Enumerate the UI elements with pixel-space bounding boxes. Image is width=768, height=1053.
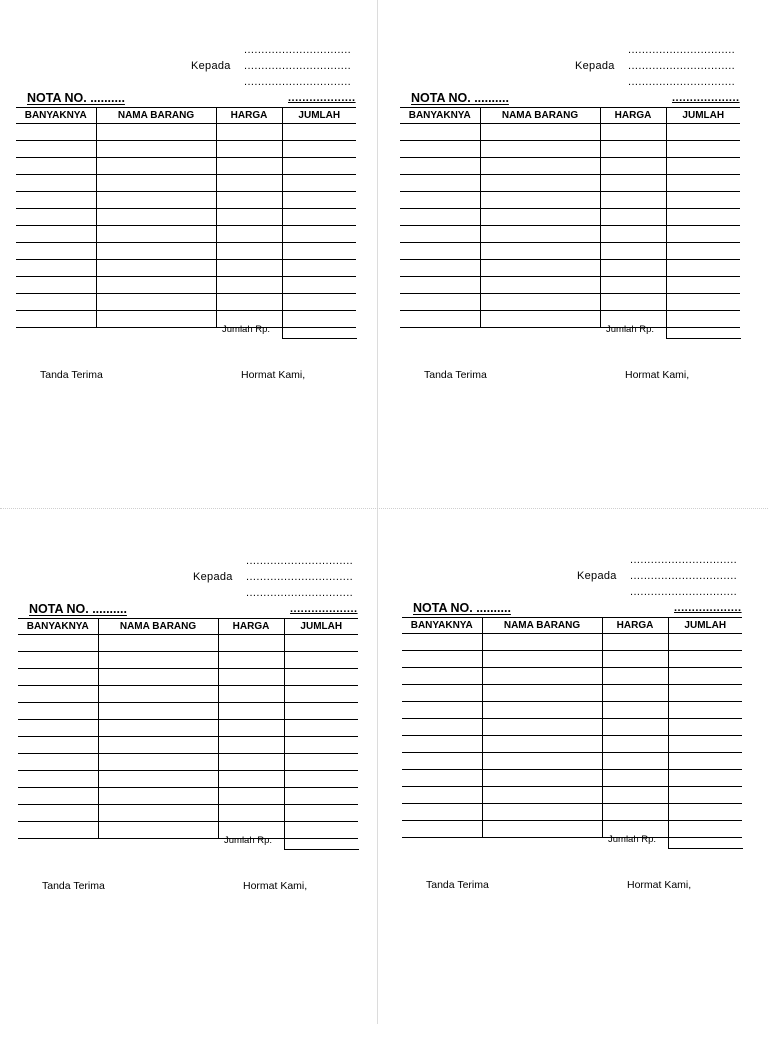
recipient-label: Kepada (191, 60, 231, 72)
header-nama-barang: NAMA BARANG (98, 619, 218, 635)
recipient-line-3[interactable]: ............................... (628, 76, 736, 88)
nama-barang-cell[interactable] (98, 669, 218, 686)
jumlah-cell[interactable] (282, 226, 356, 243)
harga-cell[interactable] (600, 243, 666, 260)
banyaknya-cell[interactable] (400, 158, 480, 175)
nama-barang-cell[interactable] (482, 804, 602, 821)
total-field[interactable] (282, 322, 357, 339)
receiver-signature-label: Tanda Terima (42, 880, 105, 892)
banyaknya-cell[interactable] (18, 788, 98, 805)
nama-barang-cell[interactable] (96, 209, 216, 226)
total-label: Jumlah Rp. (222, 324, 271, 335)
harga-cell[interactable] (216, 294, 282, 311)
banyaknya-cell[interactable] (402, 702, 482, 719)
receiver-signature-label: Tanda Terima (424, 369, 487, 381)
banyaknya-cell[interactable] (400, 192, 480, 209)
table-row (400, 124, 740, 141)
header-jumlah: JUMLAH (668, 618, 742, 634)
table-row (400, 175, 740, 192)
banyaknya-cell[interactable] (400, 243, 480, 260)
nama-barang-cell[interactable] (482, 651, 602, 668)
harga-cell[interactable] (600, 192, 666, 209)
banyaknya-cell[interactable] (402, 753, 482, 770)
harga-cell[interactable] (218, 720, 284, 737)
banyaknya-cell[interactable] (18, 635, 98, 652)
nama-barang-cell[interactable] (482, 821, 602, 838)
nama-barang-cell[interactable] (96, 277, 216, 294)
table-row (400, 141, 740, 158)
harga-cell[interactable] (602, 770, 668, 787)
harga-cell[interactable] (218, 754, 284, 771)
page-vertical-divider (377, 0, 378, 1024)
sender-signature-label: Hormat Kami, (243, 880, 308, 892)
banyaknya-cell[interactable] (18, 754, 98, 771)
total-label: Jumlah Rp. (606, 324, 655, 335)
nama-barang-cell[interactable] (480, 158, 600, 175)
total-field[interactable] (668, 832, 743, 849)
nama-barang-cell[interactable] (96, 124, 216, 141)
total-label: Jumlah Rp. (224, 835, 273, 846)
items-table (16, 107, 356, 328)
nama-barang-cell[interactable] (98, 771, 218, 788)
nama-barang-cell[interactable] (98, 737, 218, 754)
jumlah-cell[interactable] (668, 804, 742, 821)
harga-cell[interactable] (218, 652, 284, 669)
jumlah-cell[interactable] (282, 175, 356, 192)
jumlah-cell[interactable] (284, 788, 358, 805)
nota-title: NOTA NO. .......... (27, 91, 125, 105)
jumlah-cell[interactable] (668, 770, 742, 787)
nama-barang-cell[interactable] (98, 686, 218, 703)
nama-barang-cell[interactable] (98, 754, 218, 771)
table-row (18, 771, 358, 788)
harga-cell[interactable] (602, 651, 668, 668)
banyaknya-cell[interactable] (402, 770, 482, 787)
nama-barang-cell[interactable] (482, 702, 602, 719)
jumlah-cell[interactable] (282, 192, 356, 209)
banyaknya-cell[interactable] (16, 192, 96, 209)
table-row (18, 703, 358, 720)
harga-cell[interactable] (218, 805, 284, 822)
jumlah-cell[interactable] (668, 719, 742, 736)
header-banyaknya: BANYAKNYA (18, 619, 98, 635)
jumlah-cell[interactable] (284, 771, 358, 788)
table-row (402, 787, 742, 804)
nama-barang-cell[interactable] (96, 158, 216, 175)
harga-cell[interactable] (218, 771, 284, 788)
nama-barang-cell[interactable] (480, 209, 600, 226)
jumlah-cell[interactable] (666, 192, 740, 209)
items-header-row (402, 618, 742, 634)
jumlah-cell[interactable] (668, 651, 742, 668)
harga-cell[interactable] (218, 635, 284, 652)
table-row (400, 243, 740, 260)
jumlah-cell[interactable] (282, 260, 356, 277)
jumlah-cell[interactable] (666, 141, 740, 158)
banyaknya-cell[interactable] (400, 124, 480, 141)
banyaknya-cell[interactable] (400, 311, 480, 328)
sender-signature-label: Hormat Kami, (625, 369, 690, 381)
jumlah-cell[interactable] (282, 243, 356, 260)
nama-barang-cell[interactable] (482, 634, 602, 651)
nama-barang-cell[interactable] (96, 260, 216, 277)
table-row (18, 805, 358, 822)
jumlah-cell[interactable] (668, 668, 742, 685)
date-line[interactable]: ................... (290, 603, 358, 615)
header-nama-barang: NAMA BARANG (480, 108, 600, 124)
jumlah-cell[interactable] (284, 754, 358, 771)
table-row (16, 277, 356, 294)
banyaknya-cell[interactable] (402, 719, 482, 736)
nama-barang-cell[interactable] (482, 685, 602, 702)
harga-cell[interactable] (600, 158, 666, 175)
table-row (18, 652, 358, 669)
nama-barang-cell[interactable] (482, 736, 602, 753)
jumlah-cell[interactable] (666, 175, 740, 192)
harga-cell[interactable] (602, 804, 668, 821)
recipient-label: Kepada (577, 570, 617, 582)
banyaknya-cell[interactable] (402, 736, 482, 753)
jumlah-cell[interactable] (668, 702, 742, 719)
recipient-label: Kepada (193, 571, 233, 583)
banyaknya-cell[interactable] (402, 821, 482, 838)
table-row (16, 192, 356, 209)
harga-cell[interactable] (600, 226, 666, 243)
table-row (402, 804, 742, 821)
table-row (400, 158, 740, 175)
harga-cell[interactable] (602, 736, 668, 753)
table-row (18, 720, 358, 737)
banyaknya-cell[interactable] (18, 669, 98, 686)
jumlah-cell[interactable] (284, 652, 358, 669)
harga-cell[interactable] (216, 158, 282, 175)
nama-barang-cell[interactable] (480, 192, 600, 209)
banyaknya-cell[interactable] (18, 720, 98, 737)
banyaknya-cell[interactable] (16, 141, 96, 158)
nama-barang-cell[interactable] (98, 703, 218, 720)
jumlah-cell[interactable] (666, 209, 740, 226)
nama-barang-cell[interactable] (96, 192, 216, 209)
nama-barang-cell[interactable] (96, 226, 216, 243)
header-banyaknya: BANYAKNYA (16, 108, 96, 124)
header-nama-barang: NAMA BARANG (96, 108, 216, 124)
table-row (402, 770, 742, 787)
table-row (16, 124, 356, 141)
nama-barang-cell[interactable] (482, 719, 602, 736)
banyaknya-cell[interactable] (18, 771, 98, 788)
banyaknya-cell[interactable] (400, 141, 480, 158)
table-row (402, 651, 742, 668)
recipient-line-3[interactable]: ............................... (246, 587, 354, 599)
total-field[interactable] (284, 833, 359, 850)
banyaknya-cell[interactable] (402, 634, 482, 651)
harga-cell[interactable] (218, 788, 284, 805)
harga-cell[interactable] (602, 702, 668, 719)
items-header-row (400, 108, 740, 124)
receiver-signature-label: Tanda Terima (40, 369, 103, 381)
jumlah-cell[interactable] (668, 736, 742, 753)
harga-cell[interactable] (600, 141, 666, 158)
table-row (18, 788, 358, 805)
harga-cell[interactable] (600, 209, 666, 226)
header-jumlah: JUMLAH (282, 108, 356, 124)
banyaknya-cell[interactable] (16, 226, 96, 243)
harga-cell[interactable] (216, 124, 282, 141)
jumlah-cell[interactable] (282, 209, 356, 226)
table-row (402, 668, 742, 685)
banyaknya-cell[interactable] (16, 243, 96, 260)
recipient-line-3[interactable]: ............................... (630, 586, 738, 598)
nama-barang-cell[interactable] (482, 770, 602, 787)
harga-cell[interactable] (218, 686, 284, 703)
recipient-line-2[interactable]: ............................... (246, 571, 354, 583)
nota-form-4 (402, 552, 742, 1052)
receiver-signature-label: Tanda Terima (426, 879, 489, 891)
table-row (16, 158, 356, 175)
harga-cell[interactable] (600, 294, 666, 311)
header-jumlah: JUMLAH (666, 108, 740, 124)
table-row (16, 175, 356, 192)
sender-signature-label: Hormat Kami, (241, 369, 306, 381)
jumlah-cell[interactable] (668, 753, 742, 770)
harga-cell[interactable] (602, 685, 668, 702)
harga-cell[interactable] (600, 124, 666, 141)
table-row (18, 686, 358, 703)
banyaknya-cell[interactable] (16, 277, 96, 294)
nama-barang-cell[interactable] (96, 311, 216, 328)
harga-cell[interactable] (216, 175, 282, 192)
nota-form-3 (18, 553, 358, 1053)
header-harga: HARGA (602, 618, 668, 634)
banyaknya-cell[interactable] (402, 668, 482, 685)
harga-cell[interactable] (216, 260, 282, 277)
jumlah-cell[interactable] (666, 124, 740, 141)
jumlah-cell[interactable] (284, 737, 358, 754)
table-row (400, 209, 740, 226)
nama-barang-cell[interactable] (98, 720, 218, 737)
harga-cell[interactable] (216, 209, 282, 226)
banyaknya-cell[interactable] (400, 226, 480, 243)
table-row (16, 260, 356, 277)
header-harga: HARGA (218, 619, 284, 635)
items-table (18, 618, 358, 839)
jumlah-cell[interactable] (284, 703, 358, 720)
date-line[interactable]: ................... (672, 92, 740, 104)
jumlah-cell[interactable] (282, 124, 356, 141)
items-header-row (16, 108, 356, 124)
harga-cell[interactable] (216, 243, 282, 260)
table-row (16, 141, 356, 158)
nama-barang-cell[interactable] (480, 277, 600, 294)
table-row (16, 294, 356, 311)
banyaknya-cell[interactable] (16, 175, 96, 192)
harga-cell[interactable] (602, 719, 668, 736)
jumlah-cell[interactable] (666, 243, 740, 260)
table-row (16, 243, 356, 260)
table-row (402, 736, 742, 753)
banyaknya-cell[interactable] (18, 686, 98, 703)
nama-barang-cell[interactable] (98, 805, 218, 822)
table-row (402, 753, 742, 770)
banyaknya-cell[interactable] (18, 737, 98, 754)
banyaknya-cell[interactable] (402, 787, 482, 804)
banyaknya-cell[interactable] (16, 209, 96, 226)
nama-barang-cell[interactable] (480, 124, 600, 141)
harga-cell[interactable] (600, 260, 666, 277)
jumlah-cell[interactable] (668, 685, 742, 702)
total-label: Jumlah Rp. (608, 834, 657, 845)
jumlah-cell[interactable] (284, 669, 358, 686)
nota-title: NOTA NO. .......... (411, 91, 509, 105)
recipient-label: Kepada (575, 60, 615, 72)
table-row (18, 754, 358, 771)
banyaknya-cell[interactable] (16, 294, 96, 311)
harga-cell[interactable] (216, 226, 282, 243)
jumlah-cell[interactable] (282, 158, 356, 175)
jumlah-cell[interactable] (284, 635, 358, 652)
harga-cell[interactable] (218, 703, 284, 720)
jumlah-cell[interactable] (282, 277, 356, 294)
total-field[interactable] (666, 322, 741, 339)
nota-form-1 (16, 42, 356, 542)
harga-cell[interactable] (216, 277, 282, 294)
banyaknya-cell[interactable] (400, 277, 480, 294)
table-row (16, 209, 356, 226)
nama-barang-cell[interactable] (480, 260, 600, 277)
jumlah-cell[interactable] (666, 294, 740, 311)
jumlah-cell[interactable] (668, 634, 742, 651)
recipient-line-1[interactable]: ............................... (244, 44, 352, 56)
banyaknya-cell[interactable] (18, 822, 98, 839)
table-row (402, 685, 742, 702)
table-row (402, 634, 742, 651)
header-harga: HARGA (600, 108, 666, 124)
date-line[interactable]: ................... (674, 602, 742, 614)
jumlah-cell[interactable] (284, 805, 358, 822)
nama-barang-cell[interactable] (98, 635, 218, 652)
banyaknya-cell[interactable] (402, 685, 482, 702)
jumlah-cell[interactable] (282, 294, 356, 311)
nama-barang-cell[interactable] (98, 788, 218, 805)
harga-cell[interactable] (218, 737, 284, 754)
harga-cell[interactable] (216, 141, 282, 158)
nama-barang-cell[interactable] (480, 243, 600, 260)
banyaknya-cell[interactable] (400, 260, 480, 277)
items-header-row (18, 619, 358, 635)
jumlah-cell[interactable] (668, 787, 742, 804)
nama-barang-cell[interactable] (480, 311, 600, 328)
harga-cell[interactable] (602, 753, 668, 770)
table-row (16, 226, 356, 243)
harga-cell[interactable] (600, 277, 666, 294)
harga-cell[interactable] (602, 787, 668, 804)
banyaknya-cell[interactable] (16, 311, 96, 328)
banyaknya-cell[interactable] (400, 175, 480, 192)
header-banyaknya: BANYAKNYA (402, 618, 482, 634)
banyaknya-cell[interactable] (400, 294, 480, 311)
banyaknya-cell[interactable] (402, 651, 482, 668)
harga-cell[interactable] (602, 634, 668, 651)
recipient-line-2[interactable]: ............................... (630, 570, 738, 582)
jumlah-cell[interactable] (666, 158, 740, 175)
table-row (18, 737, 358, 754)
nota-title: NOTA NO. .......... (413, 601, 511, 615)
banyaknya-cell[interactable] (16, 158, 96, 175)
header-banyaknya: BANYAKNYA (400, 108, 480, 124)
nama-barang-cell[interactable] (482, 668, 602, 685)
banyaknya-cell[interactable] (18, 652, 98, 669)
recipient-line-2[interactable]: ............................... (628, 60, 736, 72)
recipient-line-1[interactable]: ............................... (246, 555, 354, 567)
table-row (402, 719, 742, 736)
jumlah-cell[interactable] (666, 260, 740, 277)
jumlah-cell[interactable] (284, 686, 358, 703)
nama-barang-cell[interactable] (96, 175, 216, 192)
items-table (402, 617, 742, 838)
jumlah-cell[interactable] (666, 226, 740, 243)
banyaknya-cell[interactable] (402, 804, 482, 821)
harga-cell[interactable] (216, 192, 282, 209)
banyaknya-cell[interactable] (400, 209, 480, 226)
nama-barang-cell[interactable] (96, 294, 216, 311)
jumlah-cell[interactable] (666, 277, 740, 294)
jumlah-cell[interactable] (282, 141, 356, 158)
nama-barang-cell[interactable] (98, 652, 218, 669)
table-row (400, 260, 740, 277)
jumlah-cell[interactable] (284, 720, 358, 737)
harga-cell[interactable] (600, 175, 666, 192)
nama-barang-cell[interactable] (482, 753, 602, 770)
banyaknya-cell[interactable] (16, 260, 96, 277)
nama-barang-cell[interactable] (98, 822, 218, 839)
nama-barang-cell[interactable] (480, 141, 600, 158)
recipient-line-1[interactable]: ............................... (630, 554, 738, 566)
table-row (402, 702, 742, 719)
header-harga: HARGA (216, 108, 282, 124)
nama-barang-cell[interactable] (480, 294, 600, 311)
recipient-line-2[interactable]: ............................... (244, 60, 352, 72)
nama-barang-cell[interactable] (482, 787, 602, 804)
harga-cell[interactable] (602, 668, 668, 685)
nota-form-2 (400, 42, 740, 542)
harga-cell[interactable] (218, 669, 284, 686)
nama-barang-cell[interactable] (96, 243, 216, 260)
header-jumlah: JUMLAH (284, 619, 358, 635)
banyaknya-cell[interactable] (16, 124, 96, 141)
nota-title: NOTA NO. .......... (29, 602, 127, 616)
table-row (400, 277, 740, 294)
nama-barang-cell[interactable] (480, 175, 600, 192)
nama-barang-cell[interactable] (480, 226, 600, 243)
recipient-line-1[interactable]: ............................... (628, 44, 736, 56)
table-row (400, 192, 740, 209)
table-row (400, 226, 740, 243)
items-table (400, 107, 740, 328)
date-line[interactable]: ................... (288, 92, 356, 104)
table-row (18, 635, 358, 652)
nama-barang-cell[interactable] (96, 141, 216, 158)
table-row (18, 669, 358, 686)
recipient-line-3[interactable]: ............................... (244, 76, 352, 88)
banyaknya-cell[interactable] (18, 805, 98, 822)
header-nama-barang: NAMA BARANG (482, 618, 602, 634)
sender-signature-label: Hormat Kami, (627, 879, 692, 891)
table-row (400, 294, 740, 311)
banyaknya-cell[interactable] (18, 703, 98, 720)
